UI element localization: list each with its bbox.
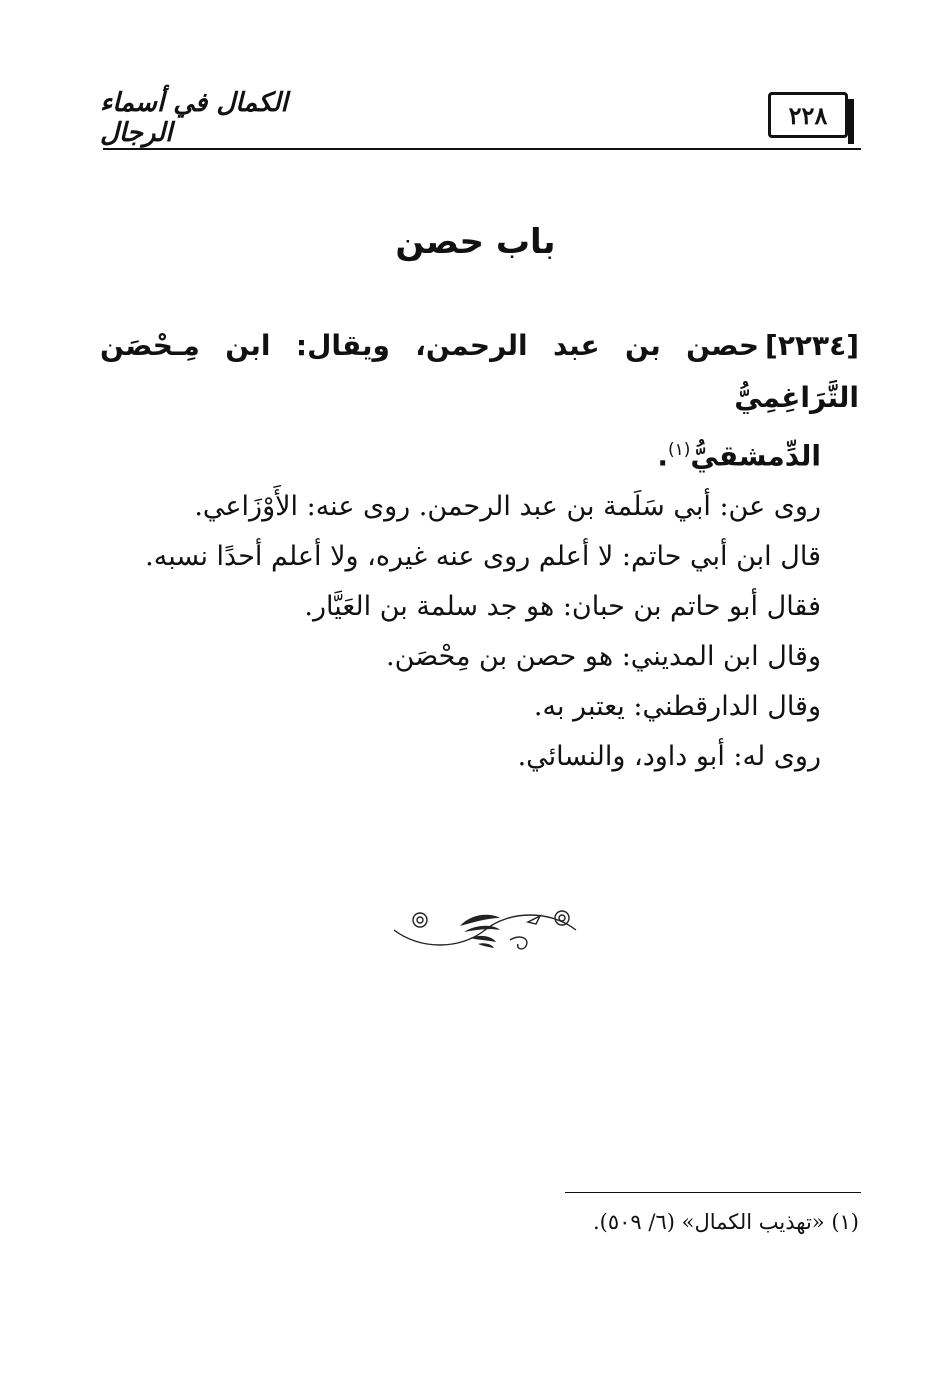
footnote-rule	[565, 1192, 861, 1193]
page-number	[768, 92, 848, 138]
entry-number: [٢٢٣٤]	[765, 329, 859, 362]
entry-heading	[100, 320, 859, 424]
header-rule	[103, 148, 861, 150]
ornament-divider	[390, 900, 580, 956]
chapter-title: باب حصن	[395, 222, 556, 262]
body-line-3: فقال أبو حاتم بن حبان: هو جد سلمة بن العَيَّار.	[304, 591, 821, 623]
entry-heading-cont	[100, 424, 859, 482]
body-line-2: قال ابن أبي حاتم: لا أعلم روى عنه غيره، ولا أعلم أحدًا نسبه.	[145, 541, 821, 573]
entry-heading-end: .	[657, 439, 668, 473]
footnote-1: (١) «تهذيب الكمال» (٦/ ٥٠٩).	[593, 1210, 859, 1234]
footnote-ref: (١)	[667, 440, 691, 460]
entry-heading-line2: الدِّمشقيُّ	[690, 439, 821, 473]
body-line-5: وقال الدارقطني: يعتبر به.	[533, 691, 821, 723]
page-number-text: ٢٢٨	[788, 100, 828, 130]
body-line-6: روى له: أبو داود، والنسائي.	[517, 741, 821, 773]
entry	[100, 320, 859, 782]
running-title: الكمال في أسماء الرجال	[100, 88, 288, 148]
entry-heading-line1: حصن بن عبد الرحمن، ويقال: ابن مِـحْصَن التَّرَاغِمِيُّ	[100, 329, 859, 414]
body-line-4: وقال ابن المديني: هو حصن بن مِحْصَن.	[386, 641, 821, 673]
body-line-1: روى عن: أبي سَلَمة بن عبد الرحمن. روى عنه: الأَوْزَاعي.	[194, 491, 821, 523]
